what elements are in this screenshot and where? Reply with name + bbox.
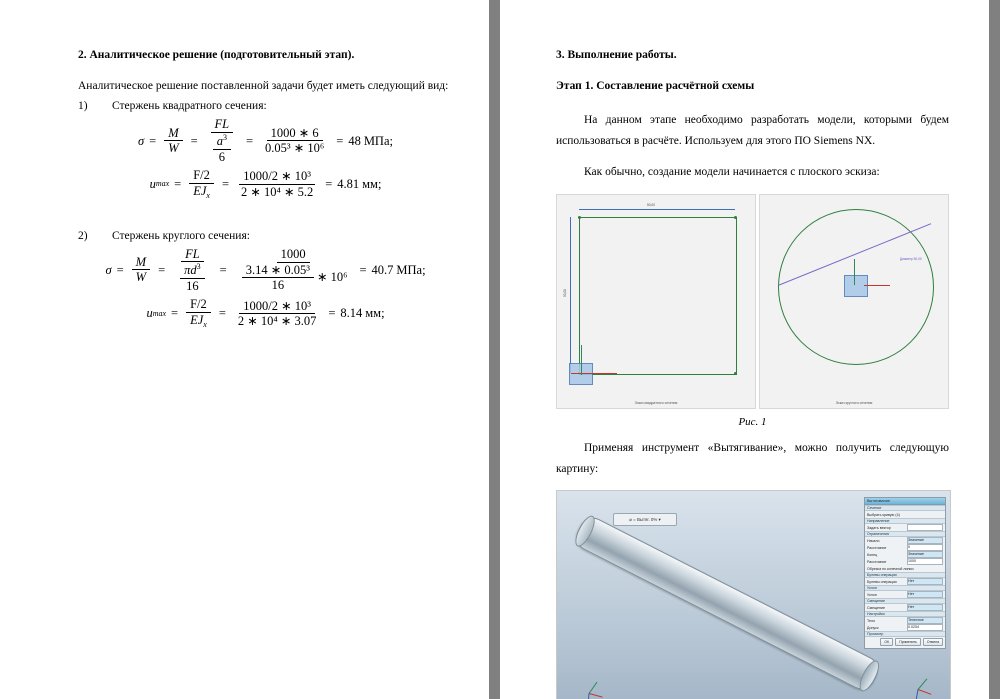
nx-row-label: Булевы операции [867, 579, 897, 584]
axis-y-indicator [854, 259, 855, 285]
nx-start-distance[interactable]: 0 [907, 544, 943, 551]
fraction-fl-a3-6: $\frac{FL}{\frac{a3}{6}}$ [206, 118, 238, 163]
left-page-intro: Аналитическое решение поставленной задачи будет иметь следующий вид: [78, 79, 449, 92]
formula-sq-sigma-unit: МПа; [363, 133, 393, 148]
nx-dialog-row[interactable] [865, 604, 945, 611]
sketch-node [578, 216, 581, 219]
nx-tolerance-value[interactable]: 0.0254 [907, 624, 943, 631]
figure-2-nx-extrude [556, 490, 951, 699]
nx-dialog-row[interactable] [865, 537, 945, 544]
formula-sq-u-lhs: u [149, 177, 156, 192]
nx-vector-field[interactable] [907, 524, 943, 531]
formula-sq-u-unit: мм; [362, 177, 382, 192]
document-page-left [0, 0, 489, 699]
nx-start-value[interactable]: Значение [907, 537, 943, 544]
square-profile-outline [579, 217, 737, 375]
nx-cylinder-cap-left [572, 513, 599, 549]
nx-section-header[interactable]: Просмотр [865, 631, 945, 637]
nx-end-value[interactable]: Значение [907, 551, 943, 558]
formula-circle-umax: u max = $\frac{F/2}{\text{EJx}}$ = $\frac{\text{1000/2 ∗ 10³}}{\text{2 ∗ 10⁴ ∗ 3.07}}$ = 8.14 мм; [146, 297, 385, 329]
nx-section-header[interactable]: Уклон [865, 585, 945, 591]
nx-coordinate-triad [575, 671, 605, 699]
fraction-numeric-sq-u: $\frac{\text{1000/2 ∗ 10³}}{\text{2 ∗ 10⁴ ∗ 5.2}}$ [241, 169, 314, 199]
sketch-circle-footer: Эскиз круглого сечения [835, 400, 873, 405]
nx-row-label: Задать вектор [867, 525, 891, 530]
formula-circle-sigma: σ = $\frac{M}{W}$ = $\frac{FL}{\frac{\pi d3}{16}}$ = 1000 $\frac{\text{3.14 ∗ 0.05³}}{16}$ ∗ 10⁶ = 40.7 МПа; [105, 246, 426, 293]
nx-row-label: Допуск [867, 625, 879, 630]
dimension-label-left: 50,00 [562, 288, 567, 297]
nx-wcs-triad [906, 671, 936, 699]
formula-sq-u-result: 4.81 [337, 177, 360, 192]
right-page-subheading: Этап 1. Составление расчётной схемы [556, 79, 755, 92]
list-text-1: Стержень квадратного сечения: [112, 100, 267, 113]
nx-dialog-row[interactable] [865, 578, 945, 585]
nx-section-header[interactable]: Булевы операции [865, 572, 945, 578]
nx-cylinder-body [572, 513, 883, 694]
fraction-numeric-ci-sigma: 1000 $\frac{\text{3.14 ∗ 0.05³}}{16}$ ∗ 10⁶ [235, 248, 352, 292]
sketch-node [734, 372, 737, 375]
formula-ci-u-result: 8.14 [340, 306, 363, 321]
diameter-dimension-label: Диаметр 50,00 [899, 256, 922, 261]
nx-section-header[interactable]: Направление [865, 518, 945, 524]
nx-offset-value[interactable]: Нет [907, 604, 943, 611]
nx-row-label: Смещение [867, 605, 885, 610]
nx-cylinder-cap-right [856, 658, 883, 694]
nx-row-label: Расстояние [867, 559, 887, 564]
formula-ci-u-lhs: u [146, 306, 153, 321]
nx-extrude-dialog[interactable] [864, 497, 946, 649]
right-page-para-2: Как обычно, создание модели начинается с плоского эскиза: [584, 166, 880, 179]
nx-dialog-row[interactable] [865, 617, 945, 624]
dimension-line-left [570, 217, 571, 373]
sketch-square-section [556, 194, 756, 409]
nx-apply-button[interactable]: Применить [895, 638, 921, 646]
formula-ci-sigma-unit: МПа; [396, 262, 426, 277]
nx-dialog-title: Вытягивание [865, 498, 945, 505]
dimension-label-top: 50,00 [647, 202, 655, 207]
nx-ok-button[interactable]: OK [880, 638, 893, 646]
formula-ci-sigma-lhs: σ [105, 262, 112, 277]
list-item-circle [78, 230, 453, 242]
axis-x-indicator [864, 285, 890, 286]
axis-y-indicator [581, 345, 582, 375]
nx-row-label: Начало [867, 538, 880, 543]
list-number-1: 1) [78, 100, 88, 113]
nx-row-label: Расстояние [867, 545, 887, 550]
nx-end-distance[interactable]: 1000 [907, 558, 943, 565]
figure-1-caption: Рис. 1 [738, 415, 767, 428]
formula-sq-sigma-result: 48 [348, 133, 361, 148]
fraction-m-w: $\frac{M}{W}$ [164, 127, 182, 155]
origin-handle[interactable] [844, 275, 868, 297]
left-page-heading: 2. Аналитическое решение (подготовительный этап). [78, 49, 355, 61]
formula-sq-sigma-lhs: σ [138, 133, 145, 148]
sketch-circle-section [759, 194, 949, 409]
list-number-2: 2) [78, 229, 88, 242]
fraction-fl-pid3-16: $\frac{FL}{\frac{\pi d3}{16}}$ [173, 248, 212, 293]
nx-dialog-row[interactable] [865, 551, 945, 558]
nx-boolean-value[interactable]: Нет [907, 578, 943, 585]
nx-dialog-row[interactable] [865, 511, 945, 518]
nx-dialog-row[interactable] [865, 624, 945, 631]
nx-section-header[interactable]: Ограничения [865, 531, 945, 537]
right-page-para-1: На данном этапе необходимо разработать модели, которыми будем использоваться в расчёте. Используем для этого ПО Siemens NX. [556, 113, 949, 148]
list-text-2: Стержень круглого сечения: [112, 229, 250, 242]
nx-row-label: Обрезка по конечной линии [867, 566, 914, 571]
nx-row-label: Конец [867, 552, 878, 557]
nx-dialog-row[interactable] [865, 524, 945, 531]
nx-draft-value[interactable]: Нет [907, 591, 943, 598]
fraction-m-w-circle: $\frac{M}{W}$ [132, 256, 150, 284]
formula-ci-sigma-result: 40.7 [371, 262, 394, 277]
nx-section-header[interactable]: Смещение [865, 598, 945, 604]
right-page-heading: 3. Выполнение работы. [556, 49, 677, 61]
axis-x-indicator [571, 373, 617, 374]
fraction-f2-ejx: $\frac{F/2}{\text{EJx}}$ [189, 169, 214, 200]
nx-dialog-row-checkbox[interactable] [865, 565, 945, 572]
document-page-right [500, 0, 989, 699]
nx-section-header[interactable]: Сечение [865, 505, 945, 511]
nx-dialog-row[interactable] [865, 558, 945, 565]
list-item-square [78, 100, 453, 112]
nx-dialog-buttons [867, 638, 943, 646]
formula-square-sigma: σ = $\frac{M}{W}$ = $\frac{FL}{\frac{a3}{6}}$ = $\frac{1000 ∗ 6}{\text{0.05³ ∗ 10⁶}}$ = 48 МПа; [138, 117, 393, 164]
figure-1-sketches [556, 194, 949, 409]
sketch-square-footer: Эскиз квадратного сечения [634, 400, 678, 405]
nx-dialog-row[interactable] [865, 591, 945, 598]
nx-toolbar-selection-filter[interactable]: ⌀ = Вытяг. 0% ▾ [613, 513, 677, 526]
fraction-f2-ejx-circle: $\frac{F/2}{\text{EJx}}$ [186, 298, 211, 329]
nx-cancel-button[interactable]: Отмена [923, 638, 943, 646]
nx-section-header[interactable]: Настройки [865, 611, 945, 617]
nx-body-type-value[interactable]: Телесное [907, 617, 943, 624]
dimension-line-top [579, 209, 735, 210]
fraction-numeric-sq-sigma: $\frac{1000 ∗ 6}{\text{0.05³ ∗ 10⁶}}$ [265, 125, 325, 156]
formula-ci-u-unit: мм; [365, 306, 385, 321]
nx-row-label: Тело [867, 618, 876, 623]
nx-row-label: Уклон [867, 592, 877, 597]
formula-square-umax: u max = $\frac{F/2}{\text{EJx}}$ = $\frac{\text{1000/2 ∗ 10³}}{\text{2 ∗ 10⁴ ∗ 5.2}}$ = 4.81 мм; [149, 168, 382, 200]
right-page-para-3: Применяя инструмент «Вытягивание», можно получить следующую картину: [556, 441, 949, 475]
nx-row-label: Выбрать кривую (4) [867, 512, 900, 517]
fraction-numeric-ci-u: $\frac{\text{1000/2 ∗ 10³}}{\text{2 ∗ 10⁴ ∗ 3.07}}$ [237, 298, 317, 329]
sketch-node [734, 216, 737, 219]
nx-dialog-row[interactable] [865, 544, 945, 551]
